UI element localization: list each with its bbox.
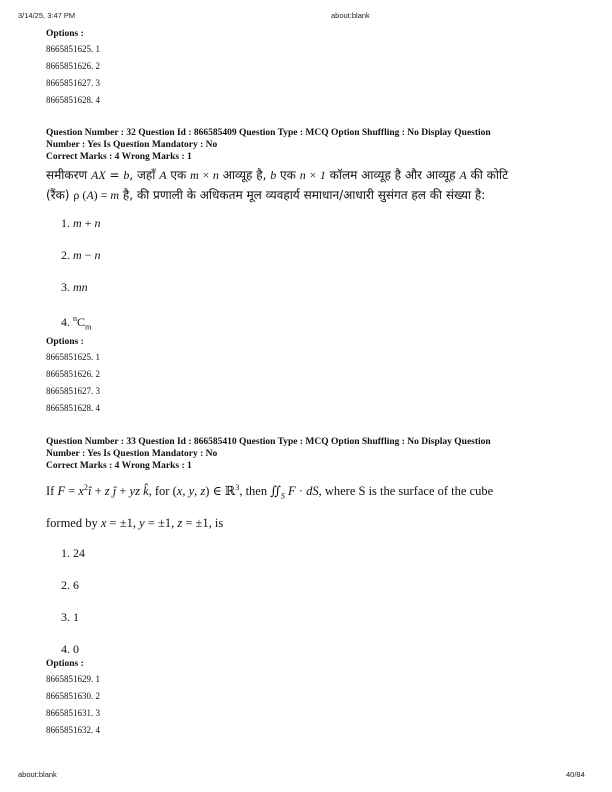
header-title: about:blank	[331, 11, 370, 20]
option-id: 8665851631. 3	[46, 708, 100, 719]
question-32	[46, 127, 576, 417]
answer-choice: 1. 24	[61, 546, 85, 561]
question-text: समीकरण AX = b, जहाँ A एक m × n आव्यूह है, b एक n × 1 कॉलम आव्यूह है और आव्यूह A की कोटि (रैंक) ρ (A) = m है, की प्रणाली के अधिकतम मूल व्यवहार्य समाधान/आधारी सुसंगत हल की संख्या है:	[46, 168, 509, 202]
document-body	[46, 27, 576, 739]
answer-choice: 4. $^nC_m$	[61, 314, 92, 332]
option-id: 8665851626. 2	[46, 369, 100, 380]
footer-url: about:blank	[18, 770, 57, 779]
option-id: 8665851627. 3	[46, 386, 100, 397]
answer-choice: 2. m − n	[61, 248, 101, 262]
page-number: 40/84	[566, 770, 585, 779]
question-marks: Correct Marks : 4 Wrong Marks : 1	[46, 461, 192, 472]
option-id: 8665851628. 4	[46, 95, 100, 105]
question-meta: Question Number : 32 Question Id : 866585409 Question Type : MCQ Option Shuffling : No Display Question	[46, 128, 491, 138]
header-timestamp: 3/14/25, 3:47 PM	[18, 11, 76, 20]
question-meta: Question Number : 33 Question Id : 866585410 Question Type : MCQ Option Shuffling : No Display Question	[46, 437, 491, 448]
options-label: Options :	[46, 337, 84, 348]
answer-choice: 1. m + n	[61, 216, 101, 230]
option-id: 8665851629. 1	[46, 674, 100, 685]
option-id: 8665851628. 4	[46, 403, 100, 414]
option-id: 8665851625. 1	[46, 44, 100, 54]
question-33	[46, 436, 576, 739]
answer-choice: 4. 0	[61, 642, 79, 657]
options-block-prev	[46, 27, 576, 109]
question-meta: Number : Yes Is Question Mandatory : No	[46, 449, 218, 460]
option-id: 8665851627. 3	[46, 78, 100, 88]
question-marks: Correct Marks : 4 Wrong Marks : 1	[46, 152, 192, 162]
option-id: 8665851626. 2	[46, 61, 100, 71]
options-label: Options :	[46, 659, 84, 670]
answer-choice: 3. mn	[61, 280, 88, 294]
answer-choice: 3. 1	[61, 610, 79, 625]
option-id: 8665851632. 4	[46, 725, 100, 736]
options-label: Options :	[46, 29, 84, 39]
answer-choice: 2. 6	[61, 578, 79, 593]
option-id: 8665851625. 1	[46, 352, 100, 363]
question-text: If $F = x^2î + z$ ĵ + yz k̂, for (x, y, z) ∈ ℝ$^3$, then $∬_S$ F · dS, where S is the surface of the cube formed by x = ±1, y = ±1, z = ±1, is	[46, 483, 494, 531]
option-id: 8665851630. 2	[46, 691, 100, 702]
question-meta: Number : Yes Is Question Mandatory : No	[46, 140, 218, 150]
